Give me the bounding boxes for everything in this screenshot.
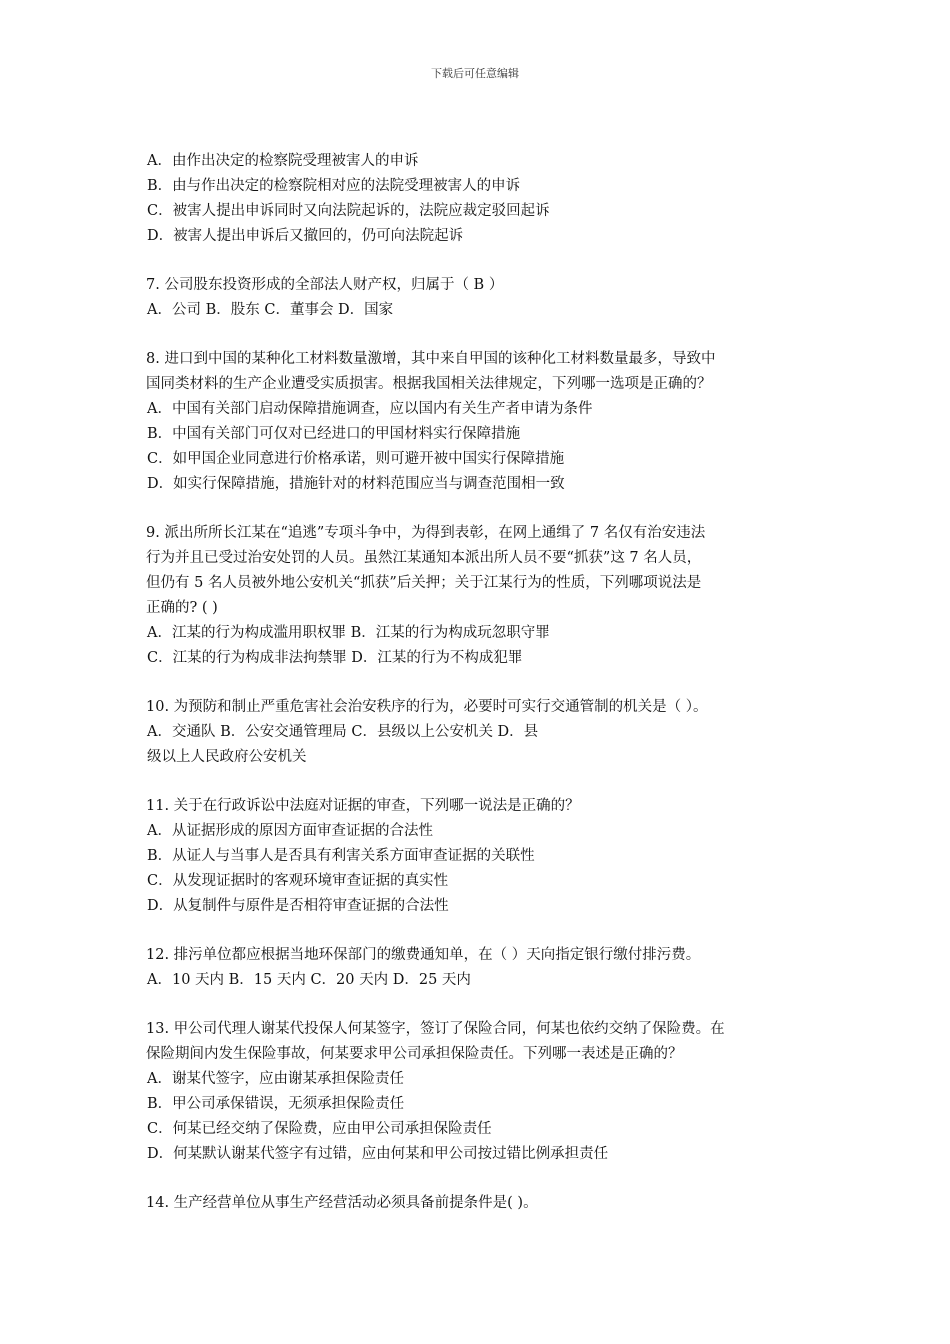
option-line: A．从证据形成的原因方面审查证据的合法性 [147,823,433,839]
question-stem: 14. 生产经营单位从事生产经营活动必须具备前提条件是( )。 [146,1195,538,1211]
question-11 [146,794,816,919]
question-stem: 行为并且已受过治安处罚的人员。虽然江某通知本派出所人员不要“抓获”这 7 名人员， [146,550,702,566]
question-7 [146,273,816,323]
question-9 [146,521,816,671]
option-line: C．江某的行为构成非法拘禁罪 D．江某的行为不构成犯罪 [147,650,523,666]
option-line: A．10 天内 B．15 天内 C．20 天内 D．25 天内 [147,972,471,988]
question-stem: 9. 派出所所长江某在“追逃”专项斗争中，为得到表彰，在网上通缉了 7 名仅有治安违法 [146,525,706,541]
question-stem: 国同类材料的生产企业遭受实质损害。根据我国相关法律规定，下列哪一选项是正确的？ [146,376,712,392]
option-line: C．何某已经交纳了保险费，应由甲公司承担保险责任 [147,1121,492,1137]
option-line: D．被害人提出申诉后又撤回的，仍可向法院起诉 [147,228,464,244]
question-stem: 12. 排污单位都应根据当地环保部门的缴费通知单，在（ ）天向指定银行缴付排污费。 [146,947,701,963]
option-line: D．何某默认谢某代签字有过错，应由何某和甲公司按过错比例承担责任 [147,1146,609,1162]
option-line: A．交通队 B．公安交通管理局 C．县级以上公安机关 D．县 [147,724,539,740]
question-13 [146,1017,816,1167]
option-line: A．中国有关部门启动保障措施调查，应以国内有关生产者申请为条件 [147,401,593,417]
question-stem: 正确的? ( ) [146,600,218,616]
page-header-note: 下载后可任意编辑 [431,67,519,80]
option-line: C．被害人提出申诉同时又向法院起诉的，法院应裁定驳回起诉 [147,203,550,219]
question-12 [146,943,816,993]
document-body [146,149,816,1216]
option-line: A．江某的行为构成滥用职权罪 B．江某的行为构成玩忽职守罪 [147,625,550,641]
option-line: A．公司 B．股东 C．董事会 D．国家 [147,302,394,318]
option-line: B．从证人与当事人是否具有利害关系方面审查证据的关联性 [147,848,535,864]
option-line: D．从复制件与原件是否相符审查证据的合法性 [147,898,449,914]
question-10 [146,695,816,770]
question-stem: 10. 为预防和制止严重危害社会治安秩序的行为，必要时可实行交通管制的机关是（ ）。 [146,699,708,715]
question-6-options [146,149,816,249]
option-line: A．谢某代签字，应由谢某承担保险责任 [147,1071,404,1087]
question-stem: 7. 公司股东投资形成的全部法人财产权，归属于（ B ） [146,277,504,293]
question-8 [146,347,816,497]
question-stem: 11. 关于在行政诉讼中法庭对证据的审查，下列哪一说法是正确的？ [146,798,580,814]
option-line: B．中国有关部门可仅对已经进口的甲国材料实行保障措施 [147,426,521,442]
question-stem: 保险期间内发生保险事故，何某要求甲公司承担保险责任。下列哪一表述是正确的？ [146,1046,683,1062]
option-line: D．如实行保障措施，措施针对的材料范围应当与调查范围相一致 [147,476,565,492]
option-line: B．由与作出决定的检察院相对应的法院受理被害人的申诉 [147,178,521,194]
option-line: C．从发现证据时的客观环境审查证据的真实性 [147,873,449,889]
option-line: C．如甲国企业同意进行价格承诺，则可避开被中国实行保障措施 [147,451,565,467]
question-stem: 8. 进口到中国的某种化工材料数量激增，其中来自甲国的该种化工材料数量最多，导致中 [146,351,716,367]
option-line: 级以上人民政府公安机关 [147,749,307,765]
question-stem: 13. 甲公司代理人谢某代投保人何某签字，签订了保险合同，何某也依约交纳了保险费。在 [146,1021,725,1037]
question-14 [146,1191,816,1216]
question-stem: 但仍有 5 名人员被外地公安机关“抓获”后关押；关于江某行为的性质，下列哪项说法是 [146,575,702,591]
option-line: B．甲公司承保错误，无须承担保险责任 [147,1096,405,1112]
option-line: A．由作出决定的检察院受理被害人的申诉 [147,153,419,169]
